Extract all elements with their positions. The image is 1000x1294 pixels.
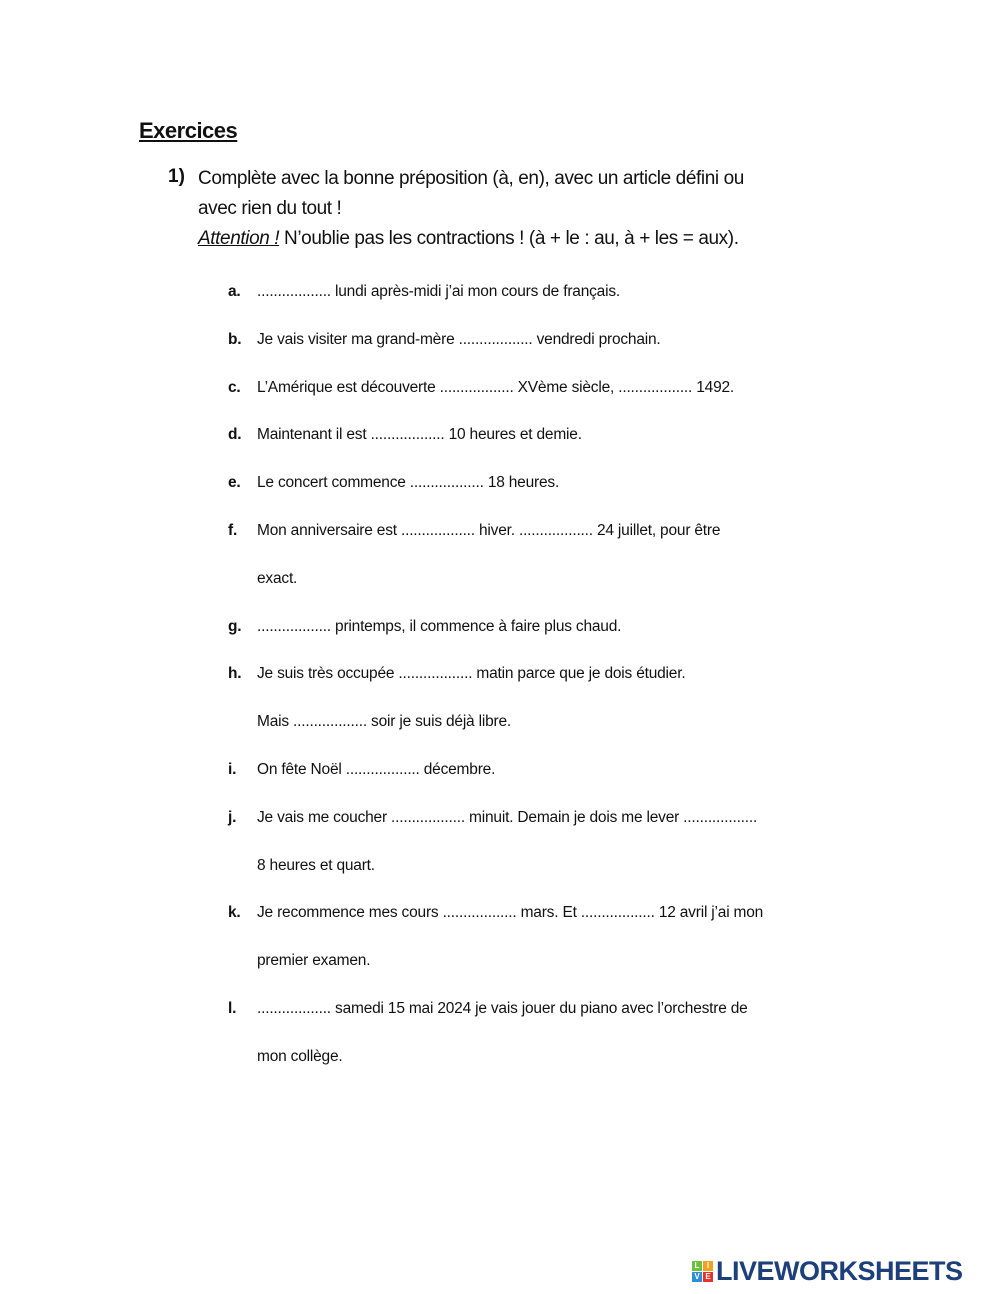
- exercise-item-continuation: [228, 1033, 928, 1081]
- item-text: .................. samedi 15 mai 2024 je vais jouer du piano avec l’orchestre de: [257, 999, 748, 1017]
- exercise-item: [228, 746, 928, 794]
- exercise-item: [228, 316, 928, 364]
- logo-tiles-icon: [692, 1261, 713, 1282]
- item-label: g.: [228, 617, 242, 635]
- item-label: l.: [228, 999, 237, 1017]
- exercise-item: [228, 268, 928, 316]
- exercise-item: [228, 889, 928, 937]
- question-instructions: [198, 164, 878, 254]
- exercise-item: [228, 650, 928, 698]
- item-text: .................. printemps, il commence à faire plus chaud.: [257, 617, 622, 635]
- item-text: Je recommence mes cours .................. mars. Et .................. 12 avril j’ai mon: [257, 904, 764, 922]
- exercise-item: [228, 794, 928, 842]
- exercise-item-continuation: [228, 937, 928, 985]
- item-label: c.: [228, 378, 241, 396]
- item-text: Je suis très occupée .................. matin parce que je dois étudier.: [257, 665, 686, 683]
- item-text: L’Amérique est découverte .................. XVème siècle, .................. 1492.: [257, 378, 735, 396]
- logo-tile: E: [703, 1272, 713, 1282]
- item-text: 8 heures et quart.: [257, 856, 375, 874]
- item-label: a.: [228, 283, 241, 300]
- item-text: mon collège.: [257, 1047, 343, 1065]
- exercise-item: [228, 985, 928, 1033]
- item-label: i.: [228, 760, 237, 778]
- instruction-line: avec rien du tout !: [198, 198, 342, 219]
- logo-tile: V: [692, 1272, 702, 1282]
- item-text: Je vais me coucher .................. minuit. Demain je dois me lever ..................: [257, 808, 758, 826]
- instruction-line: Complète avec la bonne préposition (à, en), avec un article défini ou: [198, 168, 744, 189]
- item-text: .................. lundi après-midi j’ai mon cours de français.: [257, 283, 620, 300]
- item-text: Mais .................. soir je suis déjà libre.: [257, 713, 511, 731]
- exercise-list: [228, 268, 928, 1081]
- exercise-item-continuation: [228, 698, 928, 746]
- exercise-item: [228, 459, 928, 507]
- item-text: Je vais visiter ma grand-mère .................. vendredi prochain.: [257, 330, 661, 348]
- item-label: b.: [228, 330, 242, 348]
- exercise-item: [228, 507, 928, 555]
- exercise-item-continuation: [228, 555, 928, 603]
- page-title: Exercices: [139, 118, 238, 143]
- item-label: k.: [228, 904, 241, 922]
- item-label: h.: [228, 665, 242, 683]
- question-number: 1): [168, 166, 185, 187]
- logo-tile: L: [692, 1261, 702, 1271]
- item-label: d.: [228, 426, 242, 444]
- item-text: On fête Noël .................. décembre.: [257, 760, 496, 778]
- item-label: j.: [228, 808, 237, 826]
- logo-tile: I: [703, 1261, 713, 1271]
- liveworksheets-logo: [692, 1256, 963, 1287]
- exercise-item: [228, 603, 928, 651]
- exercise-item-continuation: [228, 842, 928, 890]
- item-text: Le concert commence .................. 18 heures.: [257, 474, 560, 492]
- exercise-item: [228, 364, 928, 412]
- logo-text: LIVEWORKSHEETS: [716, 1256, 963, 1286]
- instruction-line: N’oublie pas les contractions ! (à + le : au, à + les = aux).: [279, 228, 739, 249]
- item-text: Mon anniversaire est .................. hiver. .................. 24 juillet, pour être: [257, 521, 721, 539]
- attention-label: Attention !: [198, 228, 280, 249]
- item-label: f.: [228, 521, 238, 539]
- item-text: exact.: [257, 569, 298, 587]
- item-text: Maintenant il est .................. 10 heures et demie.: [257, 426, 582, 444]
- exercise-item: [228, 411, 928, 459]
- item-text: premier examen.: [257, 952, 371, 970]
- item-label: e.: [228, 474, 241, 492]
